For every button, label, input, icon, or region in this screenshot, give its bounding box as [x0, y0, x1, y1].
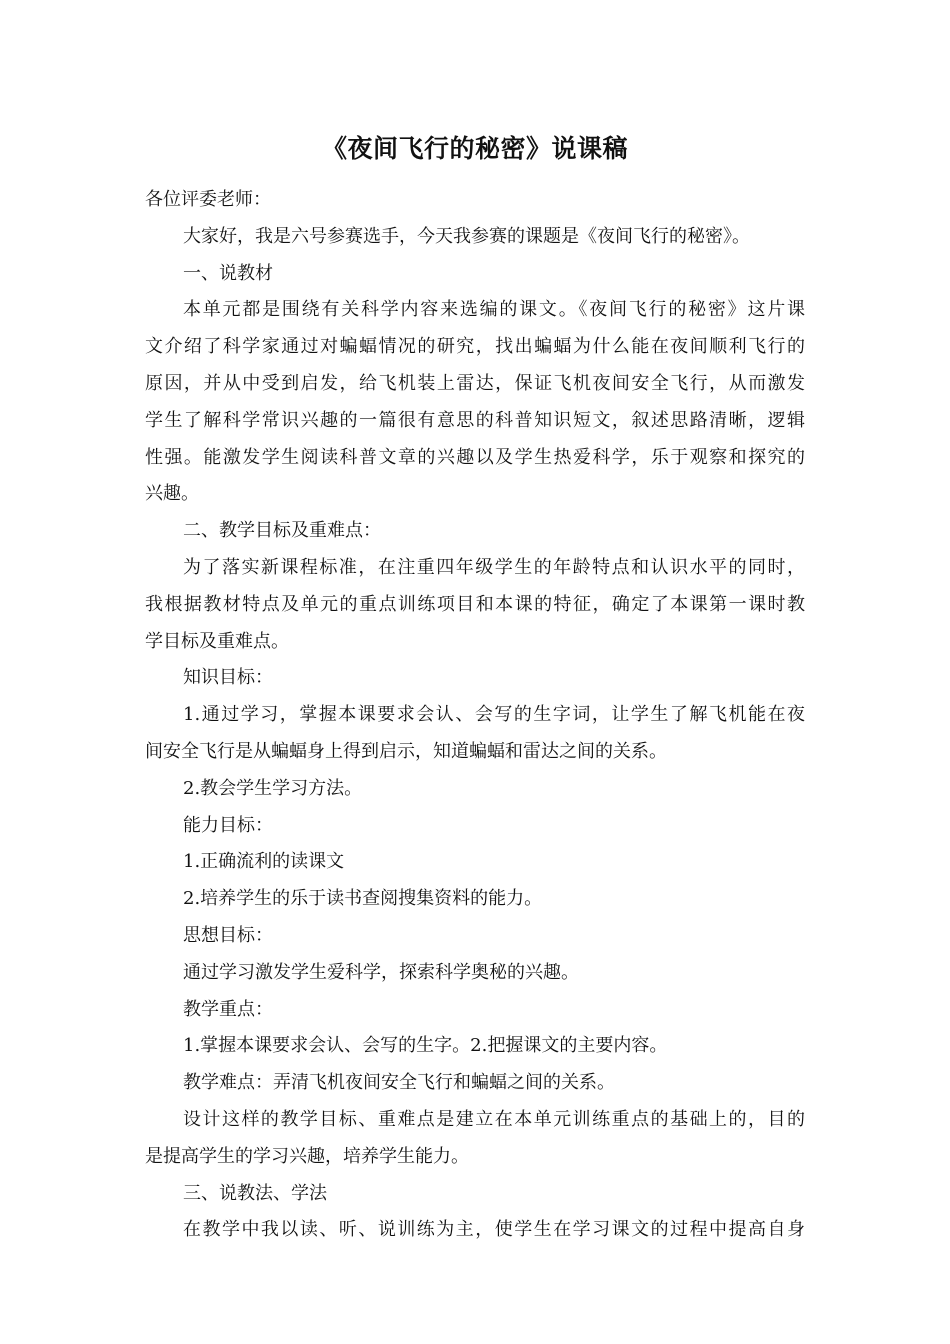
paragraph-line: 设计这样的教学目标、重难点是建立在本单元训练重点的基础上的，目的: [183, 1108, 805, 1130]
list-item: 2.培养学生的乐于读书查阅搜集资料的能力。: [183, 888, 543, 910]
section-heading: 三、说教法、学法: [183, 1182, 327, 1204]
paragraph-line: 通过学习激发学生爱科学，探索科学奥秘的兴趣。: [183, 961, 579, 983]
paragraph-line: 原因，并从中受到启发，给飞机装上雷达，保证飞机夜间安全飞行，从而激发: [145, 372, 805, 394]
subheading: 能力目标：: [183, 814, 273, 836]
subheading: 知识目标：: [183, 667, 273, 689]
paragraph-line: 是提高学生的学习兴趣，培养学生能力。: [145, 1145, 469, 1167]
list-item: 1.通过学习，掌握本课要求会认、会写的生字词，让学生了解飞机能在夜: [183, 704, 805, 726]
document-body: [145, 182, 805, 1249]
paragraph-line: 文介绍了科学家通过对蝙蝠情况的研究，找出蝙蝠为什么能在夜间顺利飞行的: [145, 336, 805, 358]
list-item: 2.教会学生学习方法。: [183, 777, 363, 799]
salutation: 各位评委老师：: [145, 189, 271, 210]
paragraph-line: 大家好，我是六号参赛选手，今天我参赛的课题是《夜间飞行的秘密》。: [183, 225, 750, 247]
paragraph-line: 教学难点：弄清飞机夜间安全飞行和蝙蝠之间的关系。: [183, 1072, 615, 1094]
subheading: 思想目标：: [183, 924, 273, 946]
paragraph-line: 为了落实新课程标准，在注重四年级学生的年龄特点和认识水平的同时，: [183, 556, 805, 578]
subheading: 教学重点：: [183, 998, 273, 1020]
paragraph-line: 学目标及重难点。: [145, 630, 289, 652]
paragraph-line: 我根据教材特点及单元的重点训练项目和本课的特征，确定了本课第一课时教: [145, 593, 805, 615]
paragraph-line: 间安全飞行是从蝙蝠身上得到启示，知道蝙蝠和雷达之间的关系。: [145, 740, 667, 762]
section-heading: 二、教学目标及重难点：: [183, 520, 381, 542]
paragraph-line: 本单元都是围绕有关科学内容来选编的课文。《夜间飞行的秘密》这片课: [183, 299, 805, 321]
paragraph-line: 在教学中我以读、听、说训练为主，使学生在学习课文的过程中提高自身: [183, 1219, 805, 1241]
paragraph-line: 性强。能激发学生阅读科普文章的兴趣以及学生热爱科学，乐于观察和探究的: [145, 446, 805, 468]
paragraph-line: 兴趣。: [145, 483, 199, 505]
section-heading: 一、说教材: [183, 262, 273, 284]
list-item: 1.掌握本课要求会认、会写的生字。2.把握课文的主要内容。: [183, 1035, 668, 1057]
list-item: 1.正确流利的读课文: [183, 851, 345, 873]
document-title: 《夜间飞行的秘密》说课稿: [321, 134, 628, 163]
paragraph-line: 学生了解科学常识兴趣的一篇很有意思的科普知识短文，叙述思路清晰，逻辑: [145, 409, 805, 431]
